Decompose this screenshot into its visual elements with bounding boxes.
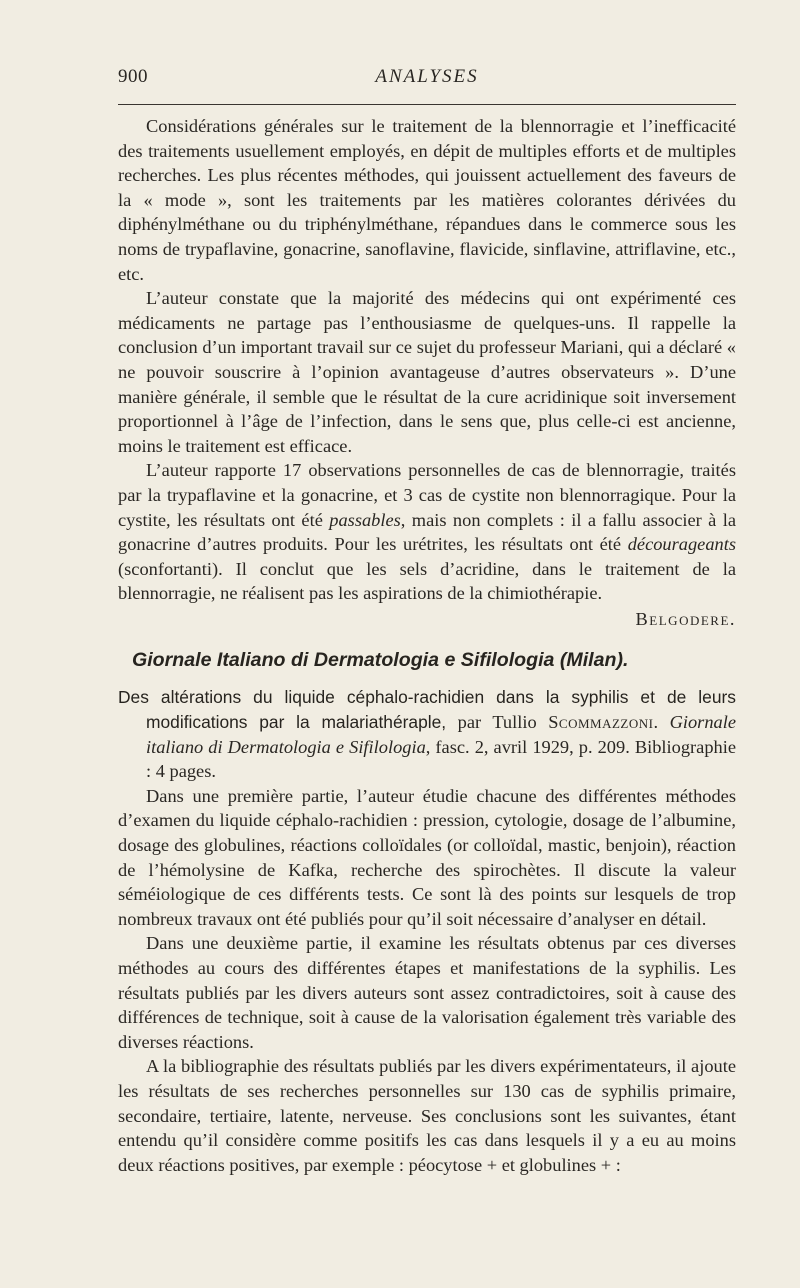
review2-article-reference	[118, 685, 736, 783]
review1-paragraph-1: Considérations générales sur le traitement de la blennorragie et l’inefficacité des traitements usuellement employés, en dépit de multiples efforts et de multiples recherches. Les plus récentes méthodes, qui jouissent actuellement des faveurs de la « mode », sont les traitements par les matières colorantes dérivées du diphénylméthane ou du triphénylméthane, répandues dans le commerce sous les noms de trypaflavine, gonacrine, sanoflavine, flavicide, sinflavine, attriflavine, etc., etc.	[118, 116, 736, 284]
review2-source-journal: Giornale italiano di Dermatologia e Sifilologia	[146, 712, 736, 757]
journal-heading: Giornale Italiano di Dermatologia e Sifilologia (Milan).	[132, 649, 629, 672]
review1-p3-part-a: L’auteur rapporte 17 observations personnelles de cas de blennorragie, traités par la trypaflavine et la gonacrine, et 3 cas de cystite non blennorragique. Pour la cystite, les résultats ont été	[118, 460, 736, 530]
review1-p3-emphasis-1: passables	[329, 509, 401, 530]
review2-article-title: Des altérations du liquide céphalo-rachidien dans la syphilis et de leurs modifications par la malariathéraple,	[118, 687, 736, 733]
review2-after-author: .	[653, 712, 670, 733]
running-title: ANALYSES	[375, 66, 479, 87]
header-rule	[118, 104, 736, 105]
review1-p3-part-c: (sconfortanti). Il conclut que les sels d’acridine, dans le traitement de la blennorragie, ne réalisent pas les aspirations de la chimiothérapie.	[118, 558, 736, 604]
review1-signature: Belgodere.	[635, 608, 736, 629]
review1-p3-emphasis-2: décourageants	[627, 534, 736, 555]
review2-paragraph-2: Dans une deuxième partie, il examine les résultats obtenus par ces diverses méthodes au cours des différentes étapes et manifestations de la syphilis. Les résultats publiés par les divers auteurs sont assez contradictoires, soit à cause des différences de technique, soit à cause de la valorisation également très variable des diverses réactions.	[118, 933, 736, 1052]
page-number: 900	[118, 66, 148, 87]
review1-paragraph-2: L’auteur constate que la majorité des médecins qui ont expérimenté ces médicaments ne partage pas l’enthousiasme de quelques-uns. Il rappelle la conclusion d’un important travail sur ce sujet du professeur Mariani, qui a déclaré « ne pouvoir souscrire à l’opinion avantageuse d’autres observateurs ». D’une manière générale, il semble que le résultat de la cure acridinique soit inversement proportionnel à l’âge de l’infection, dans le sens que, plus celle-ci est ancienne, moins le traitement est efficace.	[118, 288, 736, 456]
review2-author: Scommazzoni	[548, 712, 654, 733]
review2-by: par Tullio	[446, 712, 549, 733]
review2-source-details: , fasc. 2, avril 1929, p. 209. Bibliographie : 4 pages.	[146, 736, 736, 782]
review2-paragraph-1: Dans une première partie, l’auteur étudie chacune des différentes méthodes d’examen du liquide céphalo-rachidien : pression, cytologie, dosage de l’albumine, dosage des globulines, réactions colloïdales (or colloïdal, mastic, benjoin), réaction de l’hémolysine de Kafka, recherche des spirochètes. Il discute la valeur séméiologique de ces différents tests. Ce sont là des points sur lesquels de trop nombreux travaux ont été publiés pour qu’il soit nécessaire d’analyser en détail.	[118, 785, 736, 929]
review1-p3-part-b: , mais non complets : il a fallu associer à la gonacrine d’autres produits. Pour les urétrites, les résultats ont été	[118, 509, 736, 555]
review2-paragraph-3: A la bibliographie des résultats publiés par les divers expérimentateurs, il ajoute les résultats de ses recherches personnelles sur 130 cas de syphilis primaire, secondaire, tertiaire, latente, nerveuse. Ses conclusions sont les suivantes, étant entendu qu’il considère comme positifs les cas dans lesquels il y a eu au moins deux réactions positives, par exemple : péocytose + et globulines + :	[118, 1056, 736, 1175]
page-header	[118, 66, 736, 94]
page-body	[118, 114, 736, 1177]
review1-paragraph-3	[118, 458, 736, 606]
